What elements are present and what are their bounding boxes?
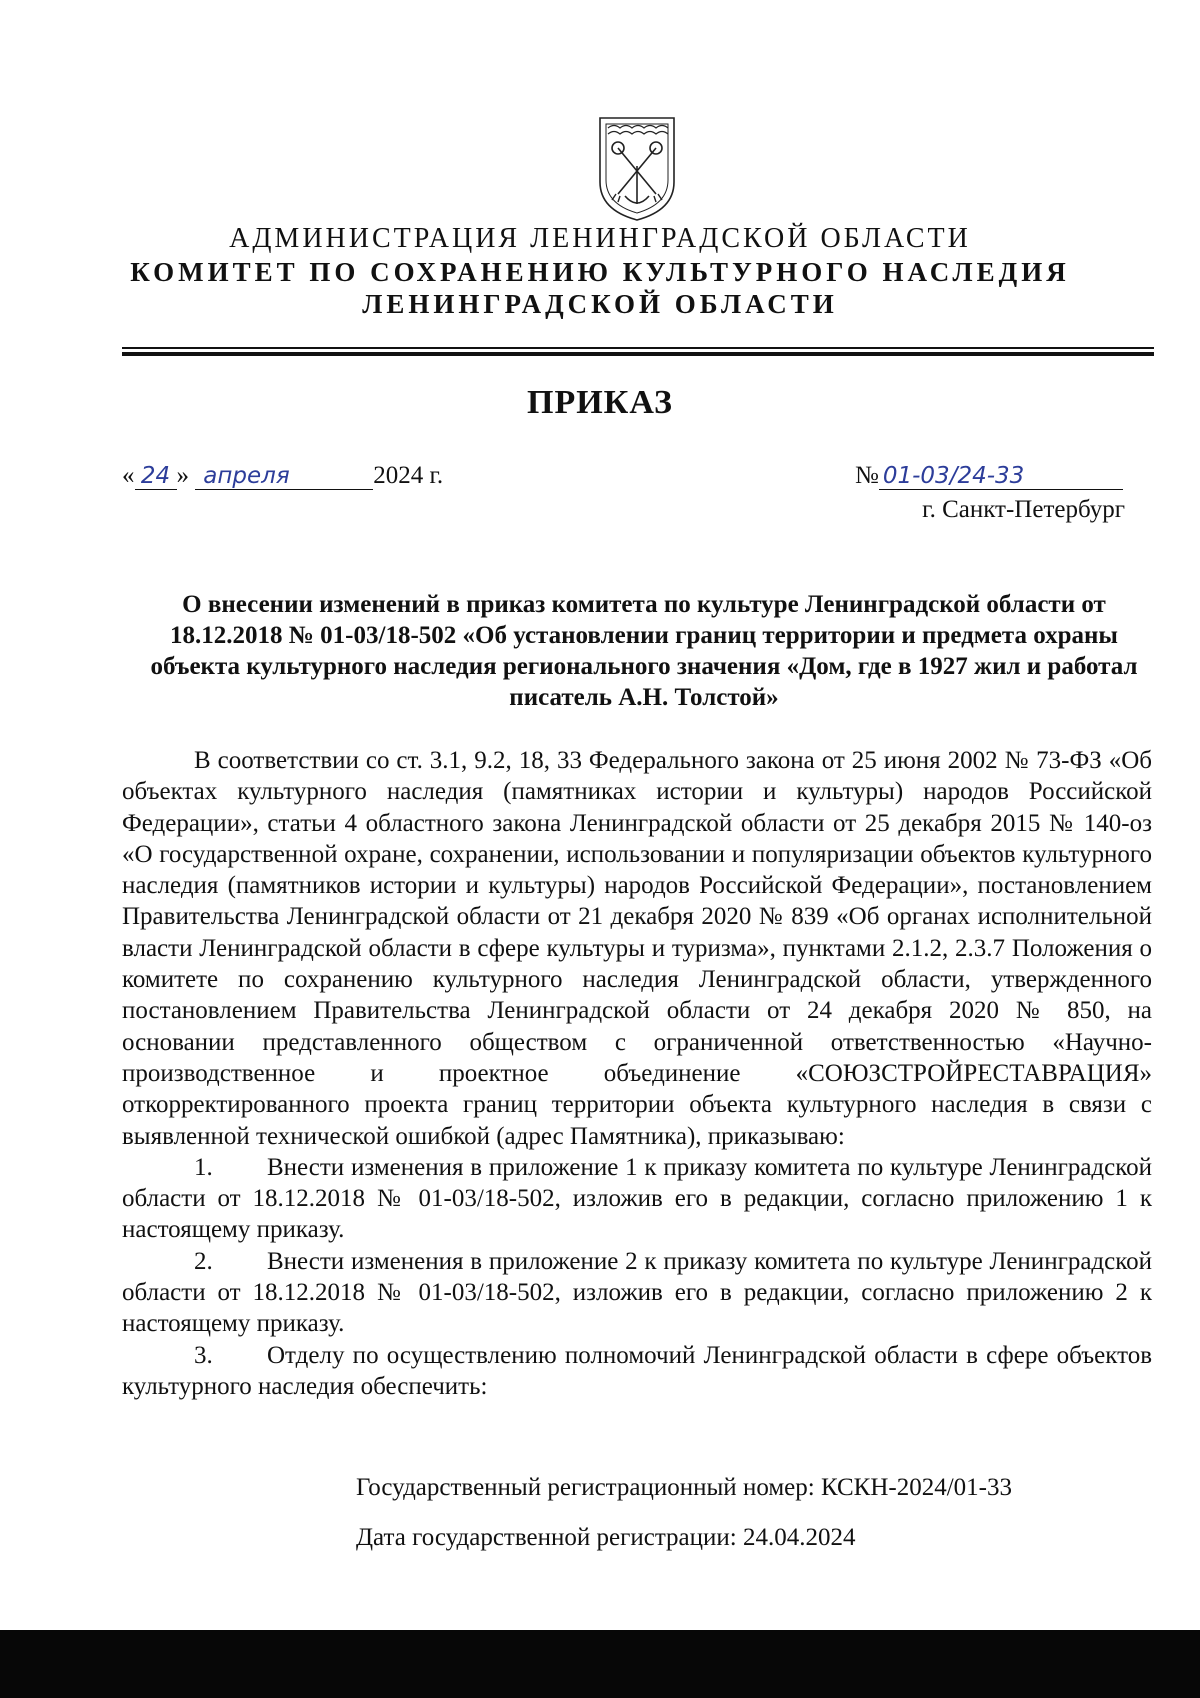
date-day-handwritten: 24 [140, 463, 171, 489]
list-item: 2. Внести изменения в приложение 2 к приказу комитета по культуре Ленинградской области от 18.12.2018 № 01-03/18-502, изложив его в редакции, согласно приложению 2 к настоящему приказу. [122, 1247, 1152, 1338]
document-title: О внесении изменений в приказ комитета по культуре Ленинградской области от 18.12.2018 № 01-03/18-502 «Об установлении границ территории и предмета охраны объекта культурного наследия регионального значения «Дом, где в 1927 жил и работал писатель А.Н. Толстой» [150, 591, 1138, 711]
committee-title [0, 256, 1200, 320]
document-number [855, 462, 1123, 490]
header-divider-thin [122, 347, 1154, 349]
document-type: ПРИКАЗ [527, 384, 673, 421]
document-body [122, 745, 1152, 1402]
number-handwritten: 01-03/24-33 [882, 463, 1025, 489]
coat-of-arms-icon [592, 112, 682, 224]
number-prefix: № [855, 462, 879, 489]
date-open-quote: « [122, 462, 135, 489]
date-month-handwritten: апреля [203, 463, 290, 489]
date-close-quote: » [176, 462, 189, 489]
date-year: 2024 г. [373, 462, 444, 489]
committee-title-line1: КОМИТЕТ ПО СОХРАНЕНИЮ КУЛЬТУРНОГО НАСЛЕДИЯ [130, 257, 1070, 287]
registration-number: Государственный регистрационный номер: КСКН-2024/01-33 [356, 1474, 1013, 1501]
header-divider-thick [122, 352, 1154, 356]
registration-date: Дата государственной регистрации: 24.04.2024 [356, 1524, 856, 1551]
committee-title-line2: ЛЕНИНГРАДСКОЙ ОБЛАСТИ [362, 289, 838, 319]
scan-bottom-edge [0, 1630, 1200, 1698]
preamble-paragraph: В соответствии со ст. 3.1, 9.2, 18, 33 Федерального закона от 25 июня 2002 № 73-ФЗ «Об объектах культурного наследия (памятниках истории и культуры) народов Российской Федерации», статьи 4 областного закона Ленинградской области от 25 декабря 2015 № 140-оз «О государственной охране, сохранении, использовании и популяризации объектов культурного наследия (памятников истории и культуры) народов Российской Федерации», постановлением Правительства Ленинградской области от 21 декабря 2020 № 839 «Об органах исполнительной власти Ленинградской области в сфере культуры и туризма», пунктами 2.1.2, 2.3.7 Положения о комитете по сохранению культурного наследия Ленинградской области, утвержденного постановлением Правительства Ленинградской области от 24 декабря 2020 № 850, на основании представленного обществом с ограниченной ответственностью «Научно-производственное и проектное объединение «СОЮЗСТРОЙРЕСТАВРАЦИЯ» откорректированного проекта границ территории объекта культурного наследия в связи с выявленной технической ошибкой (адрес Памятника), приказываю: [122, 747, 1152, 1150]
list-item: 3. Отделу по осуществлению полномочий Ленинградской области в сфере объектов культурного наследия обеспечить: [122, 1341, 1152, 1400]
city: г. Санкт-Петербург [922, 496, 1125, 523]
list-item: 1. Внести изменения в приложение 1 к приказу комитета по культуре Ленинградской области от 18.12.2018 № 01-03/18-502, изложив его в редакции, согласно приложению 1 к настоящему приказу. [122, 1153, 1152, 1244]
document-date [122, 462, 443, 490]
administration-title: АДМИНИСТРАЦИЯ ЛЕНИНГРАДСКОЙ ОБЛАСТИ [229, 223, 971, 254]
